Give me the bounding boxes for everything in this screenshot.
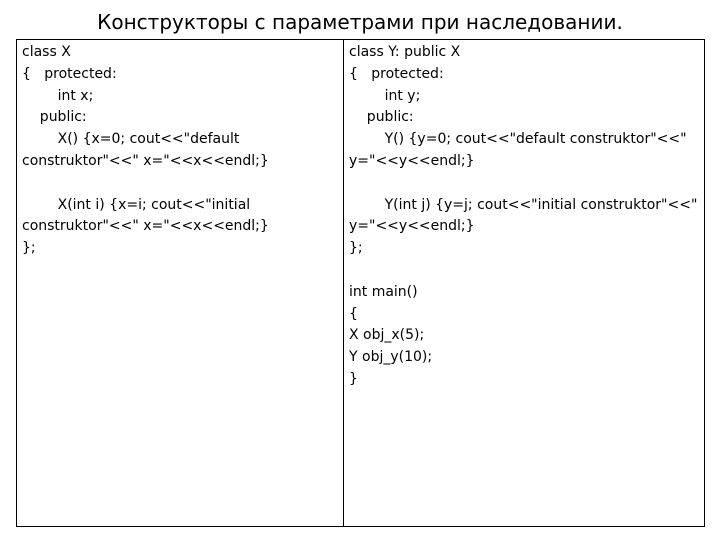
code-line: y="<<y<<endl;}	[349, 152, 475, 169]
code-line: public:	[349, 109, 414, 126]
code-line: {	[349, 305, 358, 322]
code-line: { protected:	[349, 65, 444, 82]
code-line: X() {x=0; cout<<"default	[22, 131, 240, 148]
code-line: class Y: public X	[349, 44, 461, 60]
code-line: class X	[22, 44, 71, 60]
code-line: public:	[22, 109, 87, 126]
code-line: X obj_x(5);	[349, 327, 425, 344]
code-line: int y;	[349, 87, 421, 104]
code-line: Y(int j) {y=j; cout<<"initial construktor"<<"	[349, 196, 698, 213]
code-line: int main()	[349, 283, 418, 300]
code-line: };	[22, 240, 36, 257]
code-line: int x;	[22, 87, 94, 104]
code-line: };	[349, 240, 363, 257]
code-line: }	[349, 370, 358, 387]
code-column-class-x	[17, 40, 344, 526]
code-line: { protected:	[22, 65, 117, 82]
code-line	[349, 173, 700, 195]
code-table	[16, 39, 705, 527]
code-line: Y() {y=0; cout<<"default construktor"<<"	[349, 131, 687, 148]
code-line: construktor"<<" x="<<x<<endl;}	[22, 152, 269, 169]
code-line: X(int i) {x=i; cout<<"initial	[22, 196, 251, 213]
code-line: Y obj_y(10);	[349, 349, 433, 366]
code-line: construktor"<<" x="<<x<<endl;}	[22, 218, 269, 235]
slide-title: Конструкторы с параметрами при наследовании.	[97, 10, 623, 34]
code-line: y="<<y<<endl;}	[349, 218, 475, 235]
code-column-class-y	[344, 40, 704, 526]
code-line	[349, 260, 700, 282]
code-line	[22, 173, 339, 195]
